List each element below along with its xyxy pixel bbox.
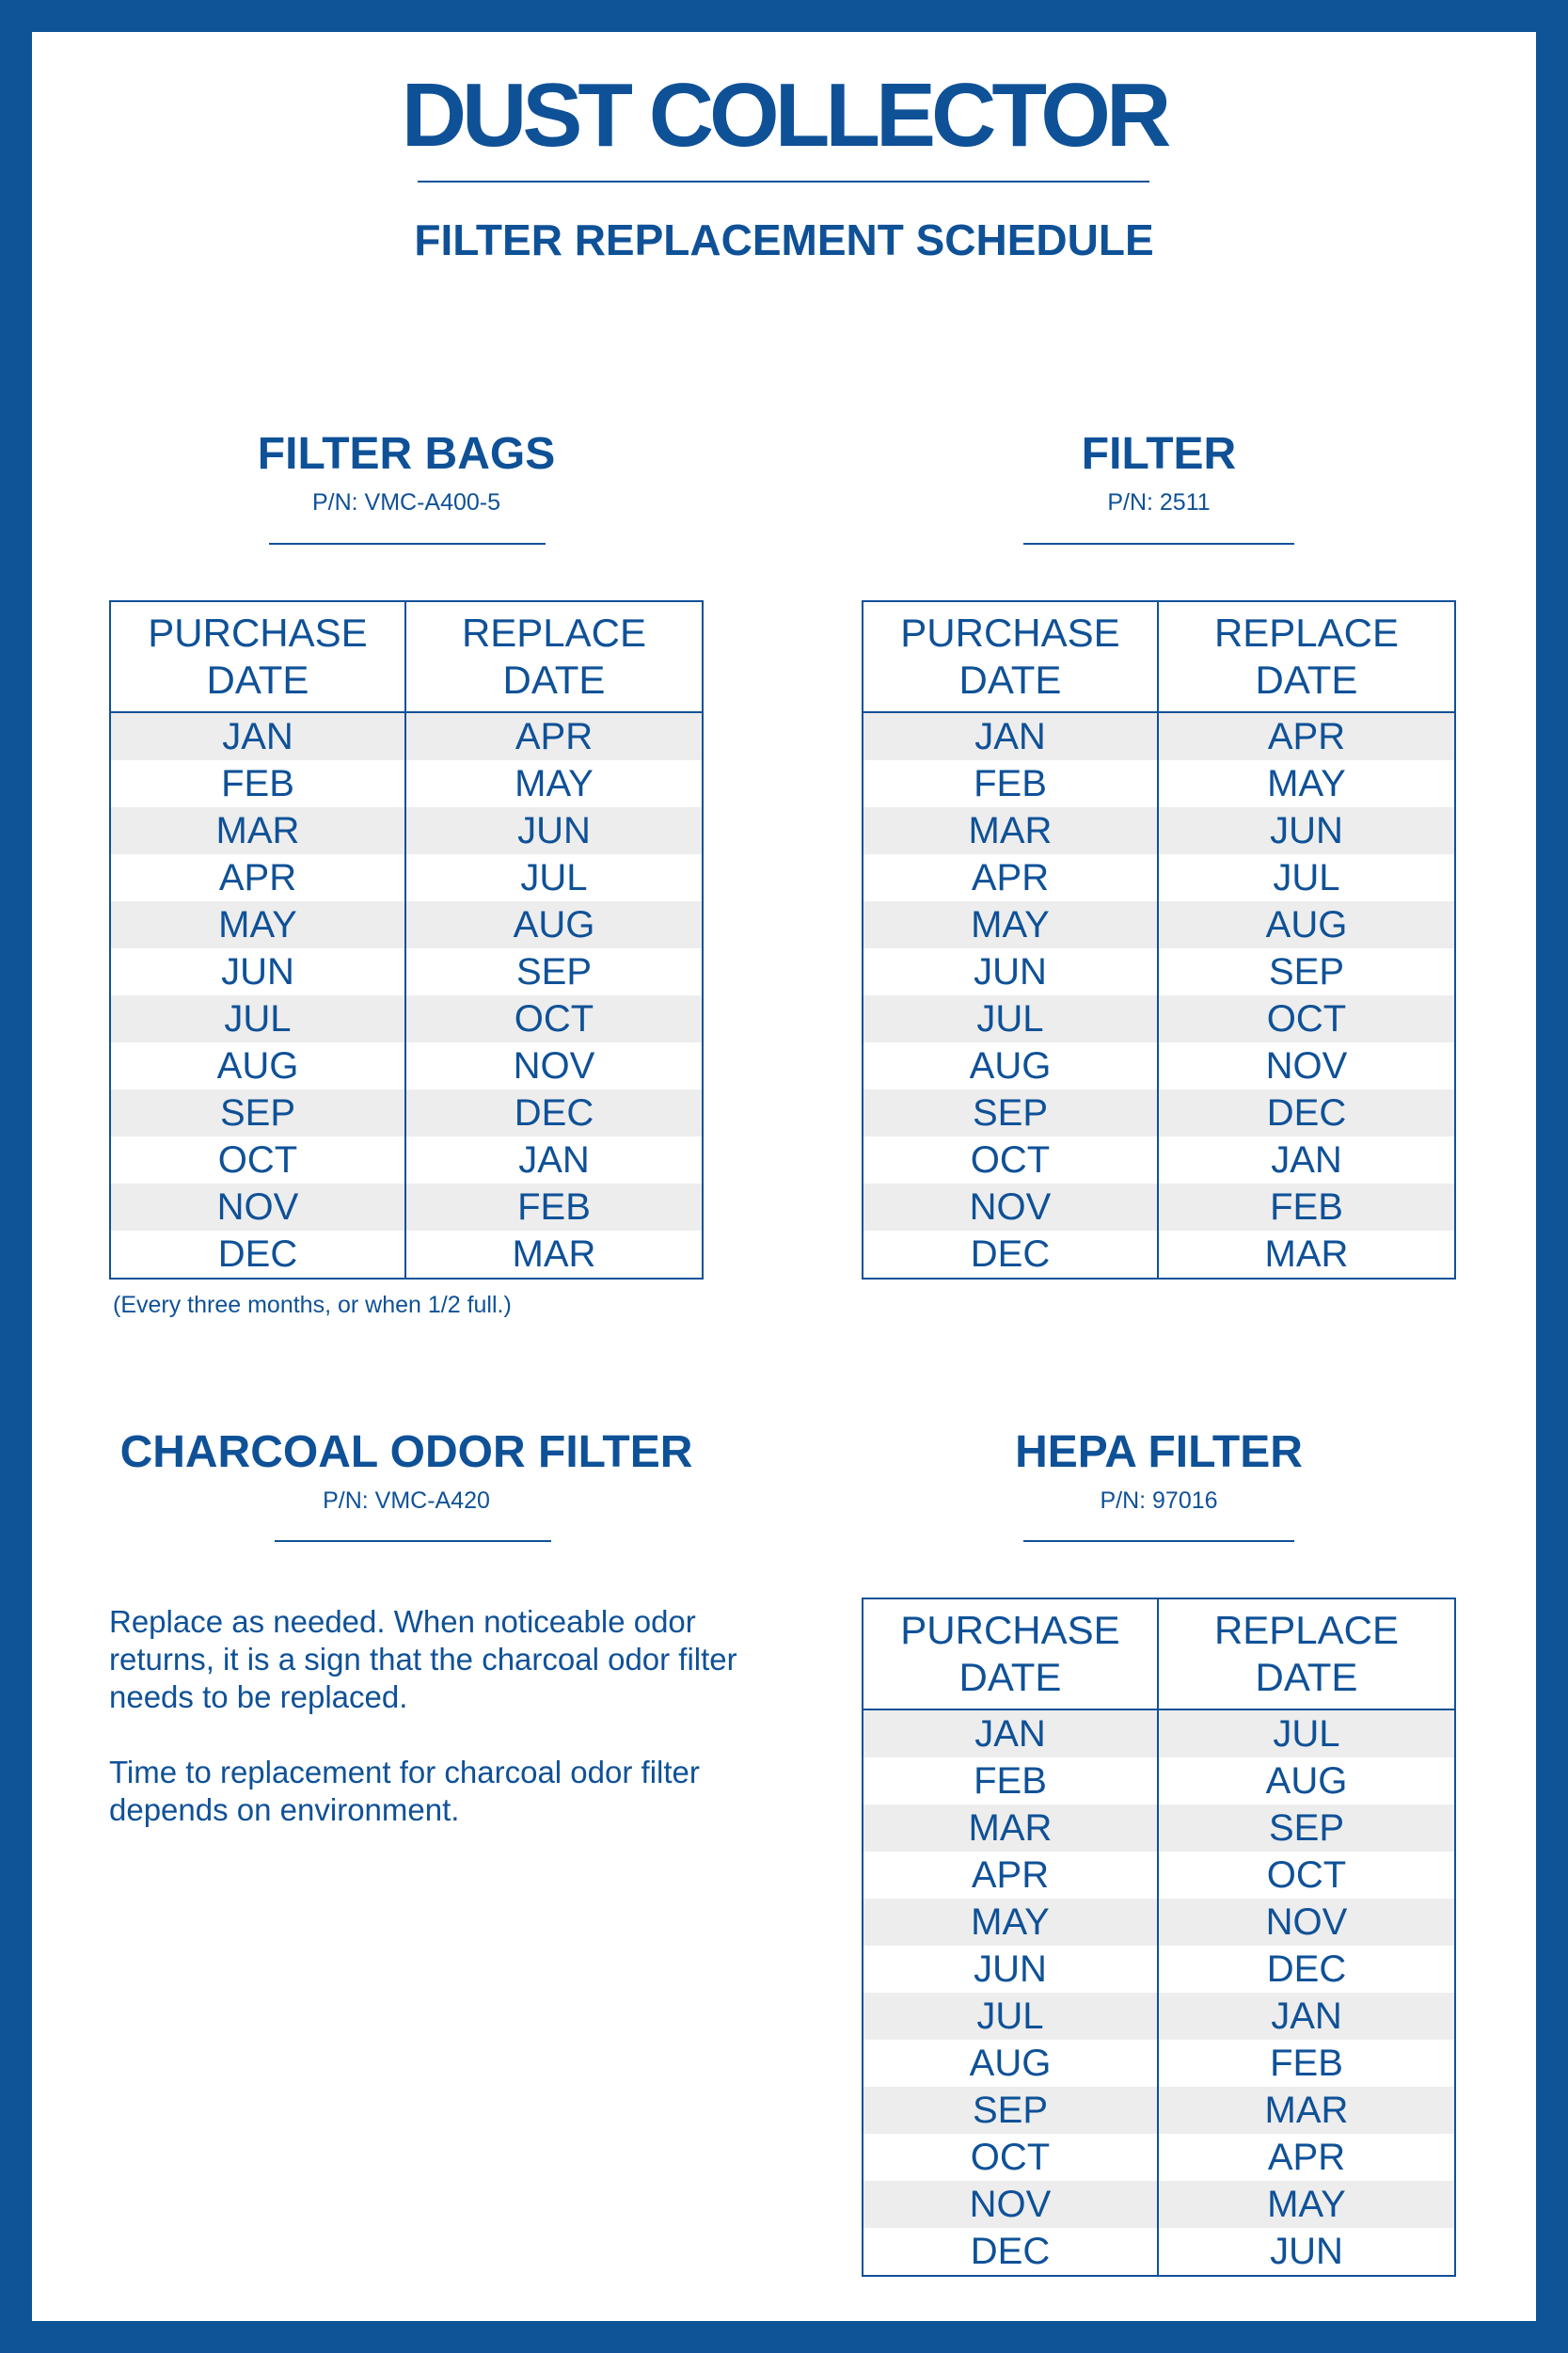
table-header	[863, 1599, 1454, 1710]
filter-table	[862, 600, 1456, 1280]
table-header	[111, 602, 702, 713]
replace-month-cell: APR	[1267, 2137, 1346, 2178]
replace-month-cell: JAN	[1271, 1995, 1342, 2037]
purchase-month-cell: SEP	[863, 1089, 1159, 1137]
page-subtitle: FILTER REPLACEMENT SCHEDULE	[414, 215, 1154, 264]
table-row	[863, 1184, 1454, 1231]
purchase-month-cell: AUG	[863, 2040, 1159, 2087]
section-divider	[275, 1540, 551, 1542]
purchase-month-cell: JUL	[863, 1993, 1159, 2040]
table-row	[863, 2040, 1454, 2087]
replace-month-cell: SEP	[1268, 951, 1345, 993]
replace-date-header: REPLACE DATE	[1213, 611, 1400, 702]
table-row	[863, 760, 1454, 807]
replace-month-cell: OCT	[514, 998, 594, 1040]
replace-month-cell: APR	[515, 716, 594, 757]
purchase-month-cell: SEP	[111, 1089, 406, 1137]
section-divider	[269, 543, 546, 545]
table-row	[111, 1137, 702, 1184]
purchase-month-cell: OCT	[863, 2134, 1159, 2181]
title-divider	[418, 181, 1149, 183]
charcoal-replacement-note: Time to replacement for charcoal odor filter depends on environment.	[109, 1755, 700, 1827]
page-title: DUST COLLECTOR	[401, 65, 1167, 166]
hepa-table	[862, 1598, 1456, 2277]
table-row	[111, 807, 702, 854]
purchase-month-cell: SEP	[863, 2087, 1159, 2134]
section-title: HEPA FILTER	[1015, 1427, 1303, 1477]
table-row	[863, 1852, 1454, 1899]
replace-month-cell: MAR	[1264, 1233, 1349, 1275]
replace-month-cell: MAR	[1264, 2090, 1349, 2131]
purchase-month-cell: JAN	[111, 713, 406, 760]
replace-month-cell: JAN	[1271, 1139, 1342, 1181]
table-row	[863, 1804, 1454, 1852]
purchase-month-cell: FEB	[111, 760, 406, 807]
table-row	[863, 1710, 1454, 1757]
purchase-month-cell: JUL	[863, 995, 1159, 1042]
purchase-month-cell: FEB	[863, 760, 1159, 807]
part-number: P/N: 97016	[1100, 1487, 1218, 1514]
table-row	[111, 1042, 702, 1089]
replace-month-cell: FEB	[517, 1186, 591, 1228]
purchase-month-cell: JUN	[863, 1946, 1159, 1993]
purchase-month-cell: JUN	[111, 948, 406, 995]
table-row	[863, 2134, 1454, 2181]
table-row	[111, 854, 702, 901]
purchase-month-cell: MAY	[863, 1899, 1159, 1946]
section-divider	[1023, 1540, 1294, 1542]
table-row	[111, 1089, 702, 1137]
purchase-date-header: PURCHASE DATE	[863, 602, 1159, 711]
table-row	[111, 1184, 702, 1231]
table-body	[111, 713, 702, 1278]
part-number: P/N: 2511	[1107, 489, 1211, 516]
purchase-month-cell: OCT	[863, 1137, 1159, 1184]
table-row	[111, 1231, 702, 1278]
section-title: FILTER	[1081, 429, 1237, 479]
table-row	[111, 995, 702, 1042]
table-row	[863, 2228, 1454, 2275]
replace-month-cell: DEC	[514, 1092, 594, 1134]
section-title: FILTER BAGS	[257, 429, 556, 479]
replace-month-cell: NOV	[1265, 1045, 1348, 1087]
replace-month-cell: JUN	[1270, 2231, 1343, 2272]
replace-date-header: REPLACE DATE	[1213, 1608, 1400, 1699]
replace-month-cell: JUL	[1273, 1713, 1340, 1755]
replace-month-cell: JUN	[1270, 810, 1343, 851]
purchase-month-cell: JAN	[863, 1710, 1159, 1757]
table-row	[863, 713, 1454, 760]
table-row	[863, 854, 1454, 901]
purchase-month-cell: NOV	[863, 1184, 1159, 1231]
replace-month-cell: AUG	[1265, 1760, 1348, 1802]
purchase-date-header: PURCHASE DATE	[111, 602, 406, 711]
purchase-month-cell: APR	[111, 854, 406, 901]
replace-month-cell: OCT	[1266, 998, 1347, 1040]
table-row	[863, 2087, 1454, 2134]
part-number: P/N: VMC-A420	[323, 1487, 490, 1514]
purchase-month-cell: MAR	[863, 807, 1159, 854]
purchase-month-cell: JAN	[863, 713, 1159, 760]
purchase-month-cell: APR	[863, 854, 1159, 901]
purchase-month-cell: AUG	[111, 1042, 406, 1089]
purchase-month-cell: OCT	[111, 1137, 406, 1184]
table-row	[111, 713, 702, 760]
replace-month-cell: FEB	[1270, 2043, 1343, 2084]
table-row	[111, 760, 702, 807]
replace-month-cell: JAN	[518, 1139, 590, 1181]
replace-month-cell: DEC	[1266, 1948, 1347, 1990]
table-body	[863, 713, 1454, 1278]
replace-month-cell: AUG	[513, 904, 595, 946]
replace-month-cell: JUL	[1273, 857, 1340, 898]
filter-heading	[862, 428, 1456, 517]
replace-month-cell: SEP	[1268, 1807, 1345, 1849]
replace-month-cell: OCT	[1266, 1854, 1347, 1896]
purchase-month-cell: JUL	[111, 995, 406, 1042]
purchase-month-cell: NOV	[863, 2181, 1159, 2228]
table-row	[863, 1137, 1454, 1184]
purchase-month-cell: DEC	[863, 1231, 1159, 1278]
purchase-date-header: PURCHASE DATE	[863, 1599, 1159, 1709]
replace-month-cell: SEP	[515, 951, 593, 993]
purchase-month-cell: DEC	[863, 2228, 1159, 2275]
filter-bags-note: (Every three months, or when 1/2 full.)	[113, 1292, 512, 1318]
charcoal-description: Replace as needed. When noticeable odor returns, it is a sign that the charcoal odor filter needs to be replaced.	[109, 1604, 737, 1714]
table-row	[863, 1757, 1454, 1804]
part-number: P/N: VMC-A400-5	[311, 489, 501, 516]
purchase-month-cell: MAY	[863, 901, 1159, 948]
filter-bags-table	[109, 600, 704, 1280]
replace-month-cell: DEC	[1266, 1092, 1347, 1134]
replace-month-cell: MAY	[515, 763, 594, 804]
replace-month-cell: NOV	[1265, 1901, 1348, 1943]
table-header	[863, 602, 1454, 713]
purchase-month-cell: JUN	[863, 948, 1159, 995]
purchase-month-cell: FEB	[863, 1757, 1159, 1804]
table-row	[863, 948, 1454, 995]
table-row	[863, 901, 1454, 948]
replace-month-cell: NOV	[513, 1045, 595, 1087]
section-divider	[1023, 543, 1294, 545]
table-row	[111, 901, 702, 948]
replace-month-cell: JUN	[517, 810, 591, 851]
purchase-month-cell: DEC	[111, 1231, 406, 1278]
table-row	[863, 2181, 1454, 2228]
table-row	[863, 1993, 1454, 2040]
purchase-month-cell: MAR	[863, 1804, 1159, 1852]
replace-month-cell: FEB	[1270, 1186, 1343, 1228]
replace-month-cell: AUG	[1265, 904, 1348, 946]
purchase-month-cell: AUG	[863, 1042, 1159, 1089]
section-title: CHARCOAL ODOR FILTER	[119, 1427, 693, 1477]
replace-month-cell: JUL	[520, 857, 588, 898]
replace-month-cell: MAR	[512, 1233, 596, 1275]
purchase-month-cell: MAR	[111, 807, 406, 854]
replace-month-cell: APR	[1267, 716, 1346, 757]
table-row	[863, 1042, 1454, 1089]
charcoal-heading	[109, 1426, 704, 1515]
purchase-month-cell: MAY	[111, 901, 406, 948]
table-row	[863, 807, 1454, 854]
table-row	[863, 1231, 1454, 1278]
table-row	[863, 1089, 1454, 1137]
hepa-heading	[862, 1426, 1456, 1515]
table-row	[863, 1946, 1454, 1993]
table-row	[863, 995, 1454, 1042]
table-row	[863, 1899, 1454, 1946]
replace-month-cell: MAY	[1267, 763, 1346, 804]
purchase-month-cell: APR	[863, 1852, 1159, 1899]
replace-date-header: REPLACE DATE	[461, 611, 647, 702]
filter-bags-heading	[109, 428, 704, 517]
table-body	[863, 1710, 1454, 2275]
table-row	[111, 948, 702, 995]
purchase-month-cell: NOV	[111, 1184, 406, 1231]
replace-month-cell: MAY	[1267, 2184, 1346, 2225]
